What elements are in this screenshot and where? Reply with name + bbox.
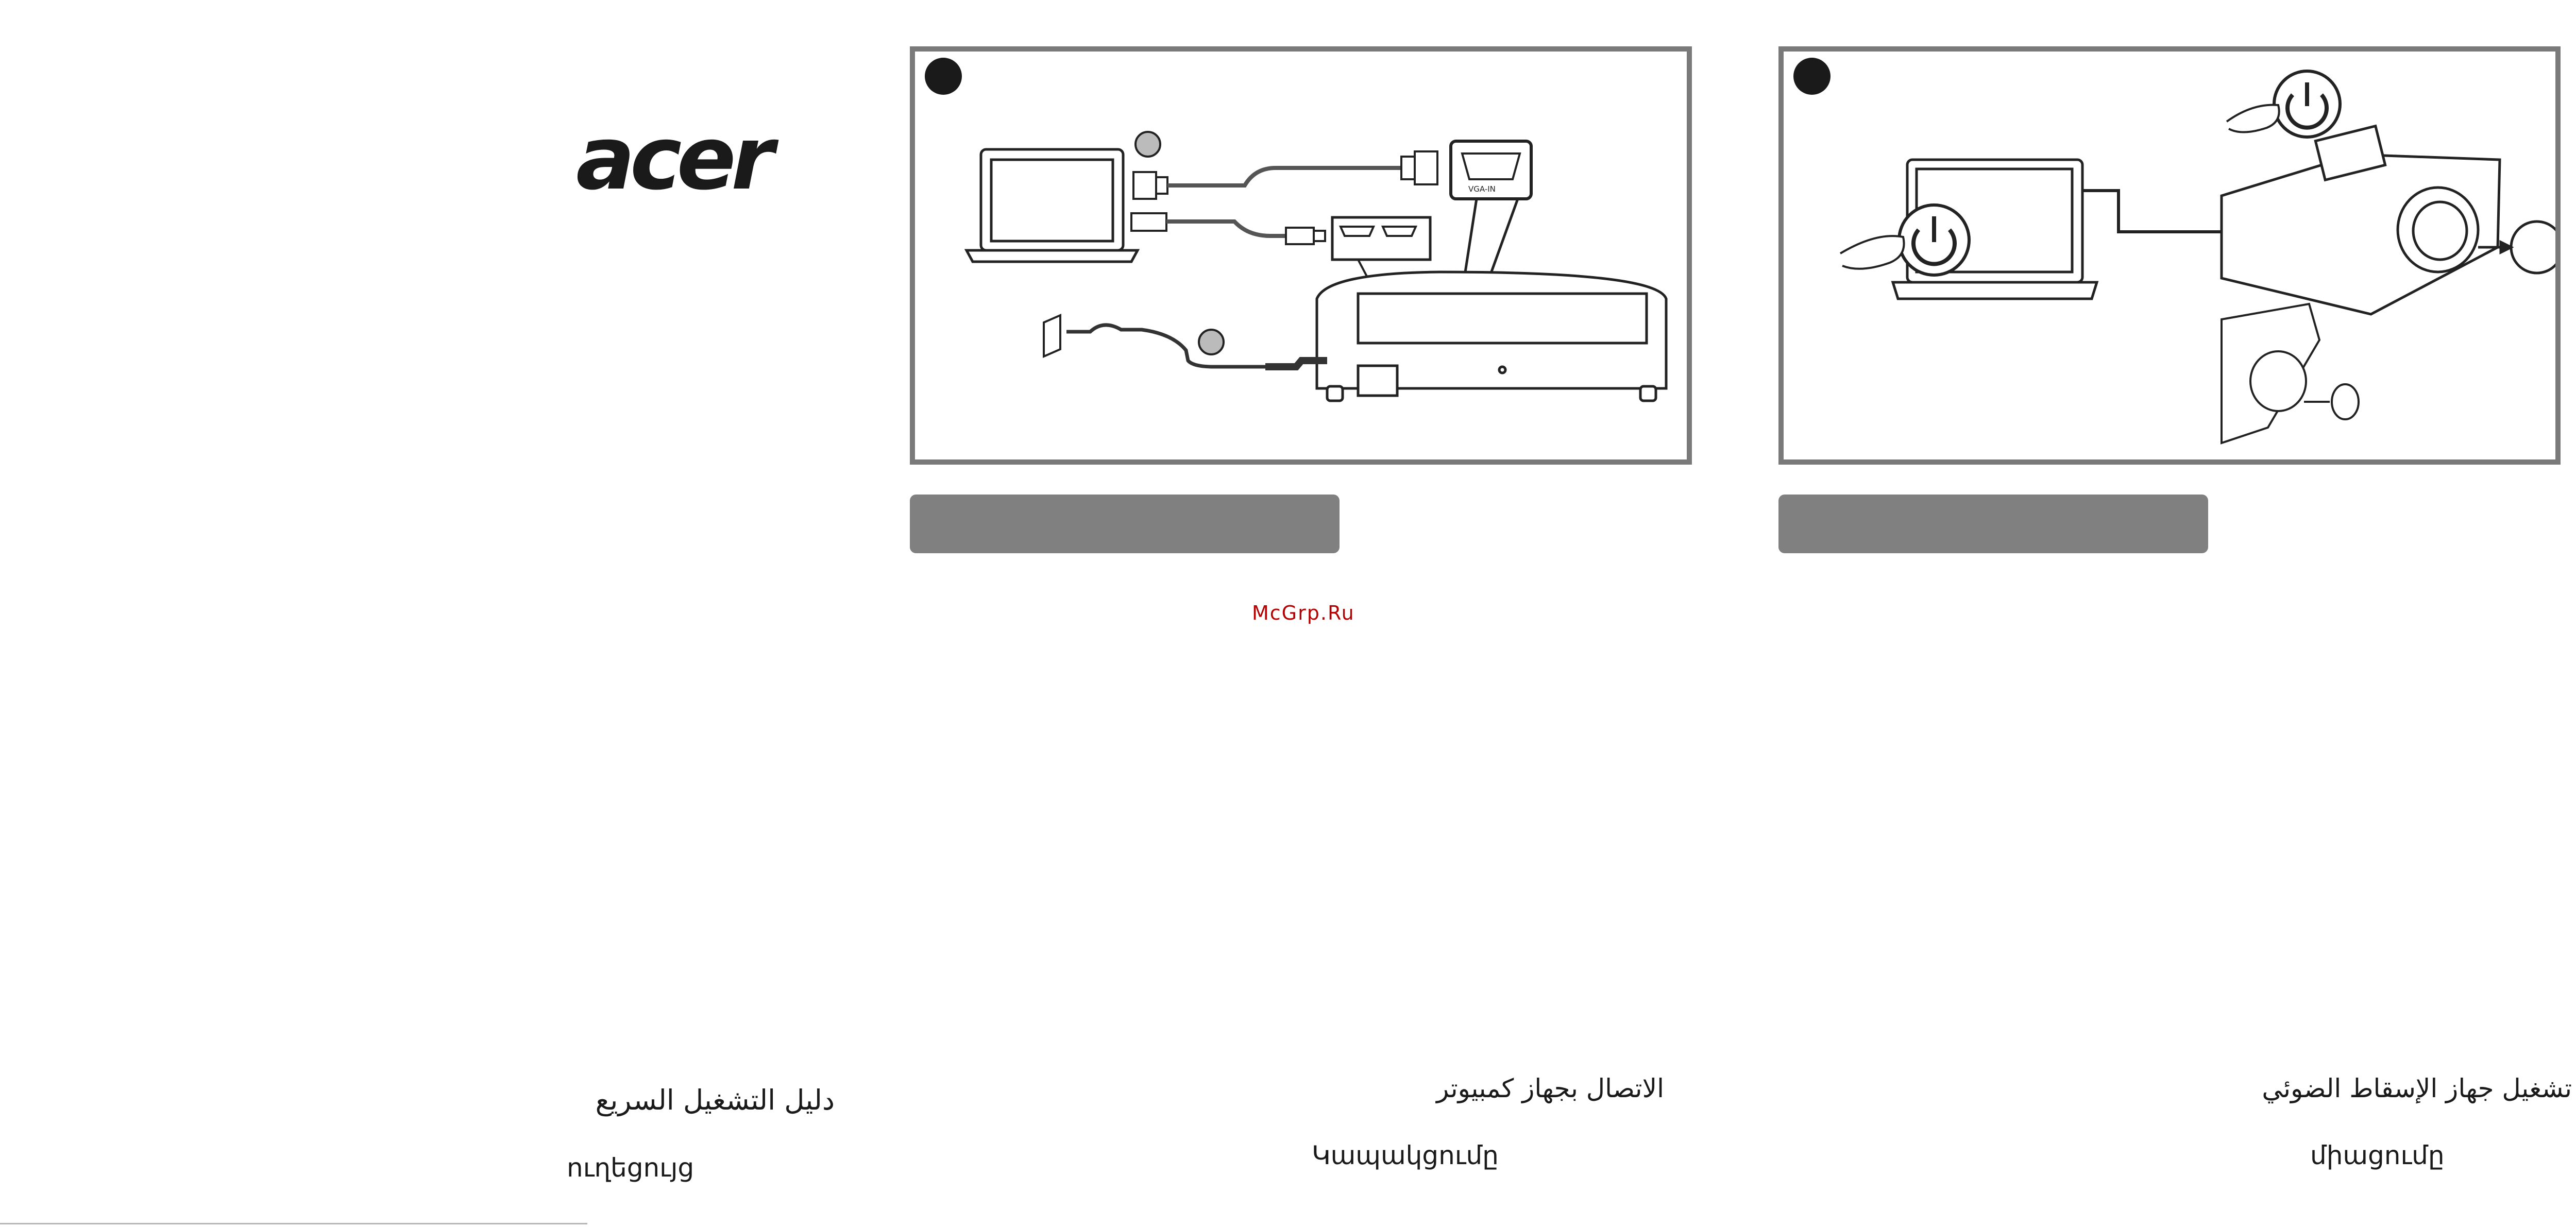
watermark-text: McGrp.Ru (1252, 602, 1355, 624)
section-caption-bar (1778, 495, 2208, 553)
power-cable (1066, 325, 1265, 367)
section-caption-bar (910, 495, 1340, 553)
acer-logo (576, 128, 803, 200)
cover-title-arabic: دليل التشغيل السريع (595, 1084, 835, 1116)
laptop-icon (967, 149, 1138, 262)
section-heading-power-armenian: միացումը (2310, 1140, 2445, 1170)
power-icon (1840, 205, 1969, 275)
port-label-vga: VGA-IN (1468, 184, 1496, 194)
step-badge (925, 58, 962, 95)
laptop-cable (2082, 191, 2222, 232)
power-icon (2227, 71, 2340, 137)
logo-wordmark: acer (576, 128, 769, 200)
vga-cable (1167, 168, 1401, 185)
power-on-diagram-panel (1778, 46, 2561, 465)
hdmi-cable (1166, 221, 1286, 236)
bottom-divider (0, 1223, 587, 1224)
cover-title-armenian: ուղեցույց (567, 1153, 694, 1183)
lens-cap-inset-icon (2222, 304, 2359, 443)
hdmi-plug-icon (1131, 213, 1166, 231)
section-heading-connect-arabic: الاتصال بجهاز كمبيوتر (1436, 1073, 1664, 1103)
projector-rear-icon (1317, 272, 1666, 401)
section-heading-power-arabic: تشغيل جهاز الإسقاط الضوئي (2262, 1073, 2572, 1103)
vga-plug-icon (1401, 151, 1437, 184)
hdmi-plug-icon (1286, 228, 1325, 244)
marker-icon (1136, 132, 1160, 157)
projector-front-icon (2222, 126, 2555, 314)
vga-plug-icon (1133, 172, 1167, 199)
connect-diagram-panel (910, 46, 1692, 465)
power-on-diagram (1784, 52, 2555, 459)
marker-icon (1199, 330, 1224, 354)
section-heading-connect-armenian: Կապակցումը (1312, 1140, 1499, 1170)
wall-outlet-icon (1044, 315, 1060, 356)
step-badge (1793, 58, 1831, 95)
connect-diagram (915, 52, 1687, 459)
